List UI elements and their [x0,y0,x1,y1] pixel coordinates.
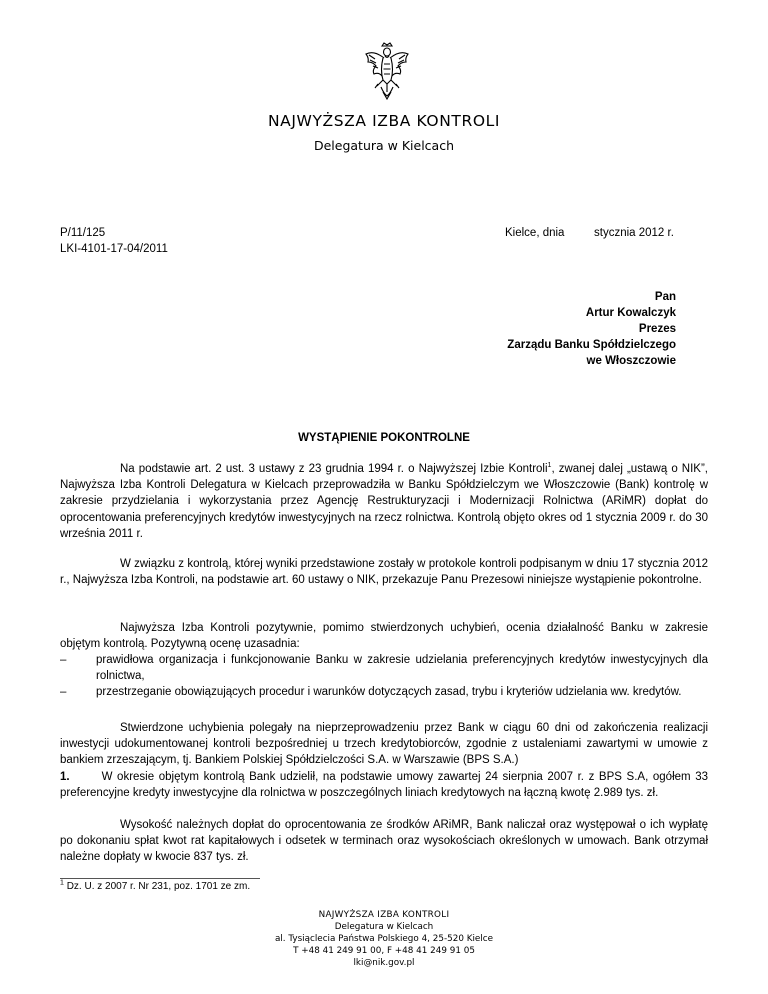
case-number: P/11/125 [60,227,106,239]
footnote-text: Dz. U. z 2007 r. Nr 231, poz. 1701 ze zm. [66,881,251,892]
footnote-mark: 1 [60,879,64,887]
bullet-dash: – [60,686,67,698]
document-title: WYSTĄPIENIE POKONTROLNE [298,432,470,444]
paragraph-section-1 [60,769,708,801]
addressee-salutation: Pan [654,291,676,303]
footnote-reference[interactable]: 1 [547,462,552,470]
list-item-text: przestrzeganie obowiązujących procedur i warunków dotyczących zasad, trybu i kryteriów udzielania ww. kredytów. [96,686,682,698]
footer-delegation: Delegatura w Kielcach [334,922,434,932]
footer-address: al. Tysiąclecia Państwa Polskiego 4, 25-520 Kielce [274,934,494,944]
paragraph-legal-basis [60,461,708,542]
addressee-name: Artur Kowalczyk [585,307,676,319]
footnote [60,881,250,892]
footer-phone-fax: T +48 41 249 91 00, F +48 41 249 91 05 [293,946,475,956]
addressee-board: Zarządu Banku Spółdzielczego [507,339,676,351]
addressee-position: Prezes [638,323,676,335]
list-item-text: prawidłowa organizacja i funkcjonowanie Banku w zakresie udzielania preferencyjnych kredytów inwestycyjnych dla rolnictwa, [96,654,708,683]
section-number: 1. [60,771,70,783]
institution-name: NAJWYŻSZA IZBA KONTROLI [267,112,501,130]
paragraph-text: , zwanej dalej „ustawą o NIK”, Najwyższa Izba Kontroli Delegatura w Kielcach przeprowadziła w Banku Spółdzielczym we Włoszczowie (Bank) kontrolę w zakresie przydzielania i wykorzystania przez Agencję Restrukturyzacji i Modernizacji Rolnictwa (ARiMR) dopłat do oprocentowania preferencyjnych kredytów inwestycyjnych na rzecz rolnictwa. Kontrolą objęto okres od 1 stycznia 2009 r. do 30 września 2011 r. [60,463,708,540]
file-number: LKI-4101-17-04/2011 [60,243,168,255]
list-item [60,684,708,700]
paragraph-subsidies: Wysokość należnych dopłat do oprocentowania ze środków ARiMR, Bank naliczał oraz występował o ich wypłatę po dokonaniu spłat kwot rat kapitałowych i odsetek w terminach oraz wysokościach określonych w umowach. Bank otrzymał należne dopłaty w kwocie 837 tys. zł. [60,819,708,864]
letter-date: stycznia 2012 r. [594,227,674,239]
addressee-location: we Włoszczowie [586,355,676,367]
polish-eagle-emblem-icon [364,42,410,100]
bullet-dash: – [60,654,67,666]
footer-institution: NAJWYŻSZA IZBA KONTROLI [318,910,450,920]
footnote-divider [60,878,260,879]
footer-email[interactable]: lki@nik.gov.pl [353,958,415,968]
list-item [60,652,708,684]
delegation-name: Delegatura w Kielcach [313,138,455,153]
paragraph-transmission: W związku z kontrolą, której wyniki przedstawione zostały w protokole kontroli podpisanym w dniu 17 stycznia 2012 r., Najwyższa Izba Kontroli, na podstawie art. 60 ustawy o NIK, przekazuje Panu Prezesowi niniejsze wystąpienie pokontrolne. [60,558,708,587]
paragraph-irregularities: Stwierdzone uchybienia polegały na nieprzeprowadzeniu przez Bank w ciągu 60 dni od zakończenia realizacji inwestycji udokumentowanej kontroli bezpośredniej u trzech kredytobiorców, zgodnie z ustaleniami zawartymi w umowie z bankiem zrzeszającym, tj. Bankiem Polskiej Spółdzielczości S.A. w Warszawie (BPS S.A.) [60,722,708,767]
letter-place: Kielce, dnia [505,227,565,239]
paragraph-assessment: Najwyższa Izba Kontroli pozytywnie, pomimo stwierdzonych uchybień, ocenia działalność Banku w zakresie objętym kontrolą. Pozytywną ocenę uzasadnia: [60,622,708,651]
paragraph-text: Na podstawie art. 2 ust. 3 ustawy z 23 grudnia 1994 r. o Najwyższej Izbie Kontroli [120,463,548,475]
paragraph-text: W okresie objętym kontrolą Bank udzielił, na podstawie umowy zawartej 24 sierpnia 2007 r. z BPS S.A, ogółem 33 preferencyjne kredyty inwestycyjne dla rolnictwa w poszczególnych liniach kredytowych na łączną kwotę 2.989 tys. zł. [60,771,708,800]
